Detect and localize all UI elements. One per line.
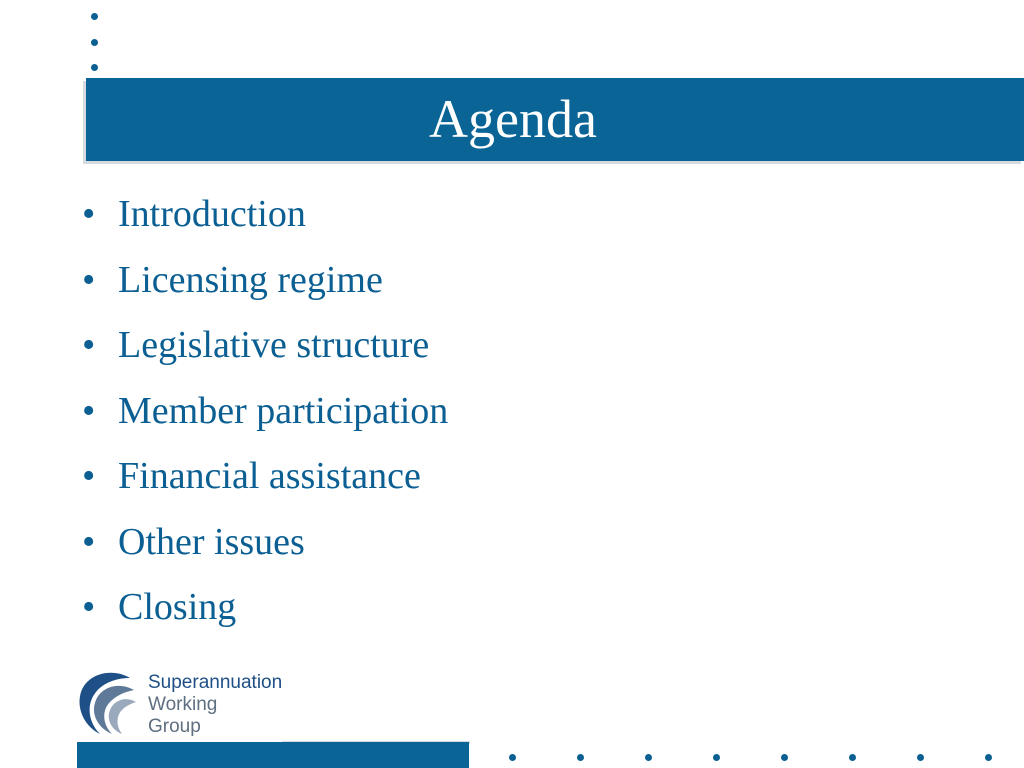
- bottom-bar: [77, 742, 469, 768]
- logo-line: Group: [148, 716, 201, 737]
- agenda-item: [76, 248, 448, 314]
- swirl-logo-icon: [74, 668, 138, 740]
- decorative-dot: [645, 754, 652, 761]
- agenda-item: [76, 182, 448, 248]
- bullet-icon: •: [82, 193, 96, 235]
- decorative-dot: [917, 754, 924, 761]
- agenda-item: [76, 379, 448, 445]
- agenda-item-label: Other issues: [118, 520, 305, 563]
- bullet-icon: •: [82, 324, 96, 366]
- bullet-icon: •: [82, 520, 96, 563]
- slide-title: Agenda: [429, 89, 597, 149]
- decorative-dot: [849, 754, 856, 761]
- bullet-icon: •: [82, 258, 96, 301]
- decorative-dot: [91, 39, 98, 46]
- decorative-dot: [781, 754, 788, 761]
- bullet-icon: •: [82, 455, 96, 497]
- logo-line: Superannuation: [148, 672, 283, 693]
- agenda-item: [76, 444, 448, 510]
- organization-logo: [74, 668, 314, 740]
- decorative-dot: [577, 754, 584, 761]
- agenda-item-label: Introduction: [118, 193, 306, 235]
- agenda-item-label: Closing: [118, 586, 237, 628]
- agenda-item-label: Financial assistance: [118, 455, 421, 497]
- decorative-dot: [509, 754, 516, 761]
- decorative-dot: [91, 13, 98, 20]
- title-bar: [86, 78, 1024, 161]
- agenda-item-label: Member participation: [118, 389, 449, 432]
- logo-wordmark: [148, 672, 282, 738]
- agenda-item-label: Legislative structure: [118, 324, 430, 366]
- agenda-item: [76, 510, 448, 576]
- agenda-item: [76, 313, 448, 379]
- logo-line: Working: [148, 694, 218, 715]
- agenda-item: [76, 575, 448, 641]
- decorative-dot: [713, 754, 720, 761]
- bullet-icon: •: [82, 586, 96, 628]
- decorative-dot: [91, 64, 98, 71]
- bullet-icon: •: [82, 389, 96, 432]
- agenda-item-label: Licensing regime: [118, 258, 383, 301]
- decorative-dot: [985, 754, 992, 761]
- agenda-list: [76, 182, 448, 641]
